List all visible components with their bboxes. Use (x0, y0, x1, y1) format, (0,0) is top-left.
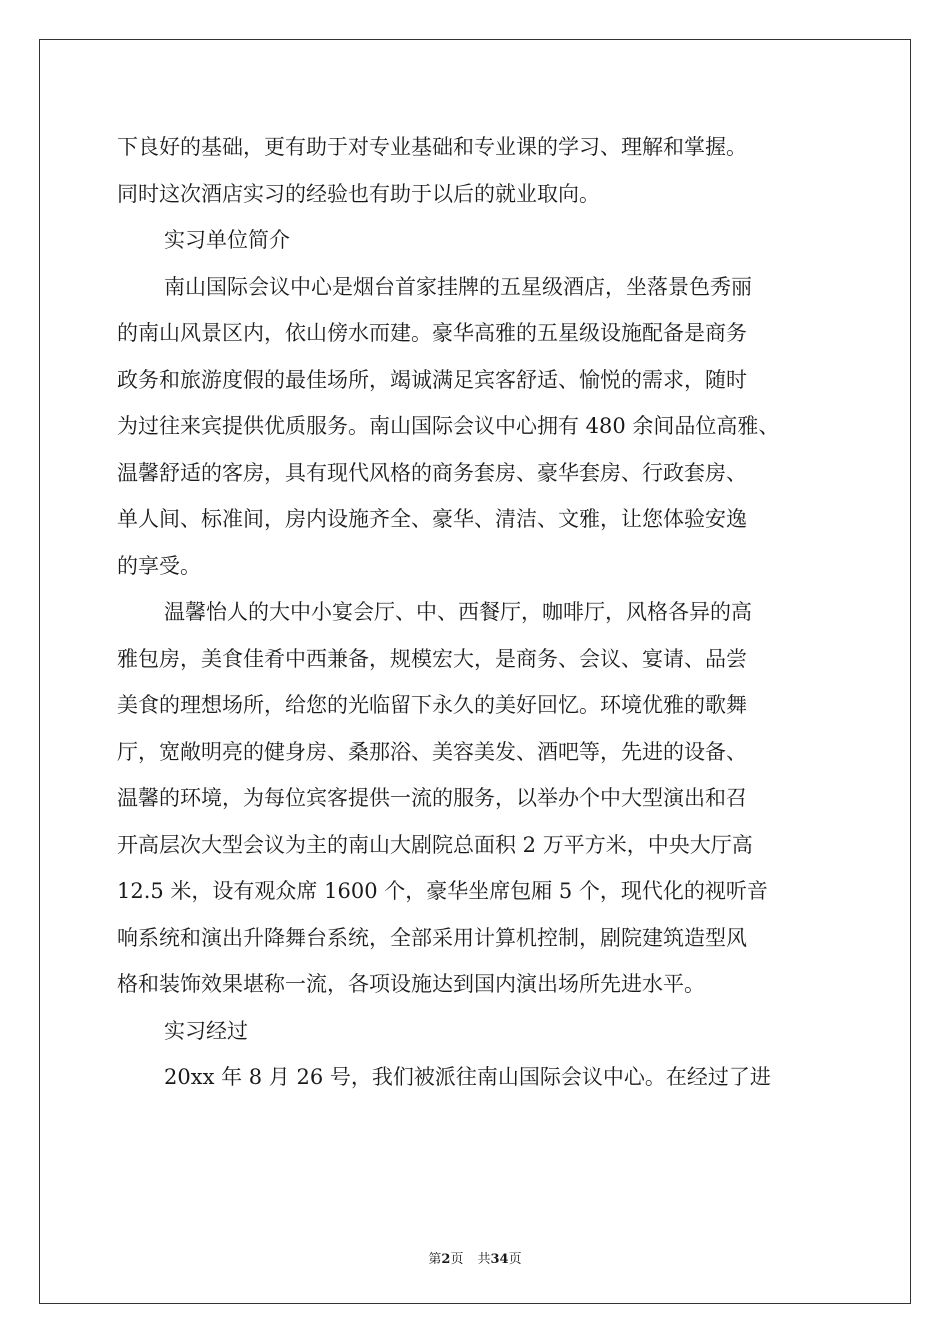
text-line: 20xx 年 8 月 26 号，我们被派往南山国际会议中心。在经过了进 (164, 1065, 771, 1089)
text-line: 美食的理想场所，给您的光临留下永久的美好回忆。环境优雅的歌舞 (117, 693, 747, 717)
page-footer (0, 1248, 950, 1267)
footer-total-prefix: 共 (477, 1252, 491, 1267)
footer-total-suffix: 页 (508, 1252, 522, 1267)
footer-page-number: 2 (441, 1252, 451, 1267)
text-line: 温馨舒适的客房，具有现代风格的商务套房、豪华套房、行政套房、 (117, 460, 747, 485)
text-line: 温馨的环境，为每位宾客提供一流的服务，以举办个中大型演出和召 (117, 786, 747, 810)
text-line: 雅包房，美食佳肴中西兼备，规模宏大，是商务、会议、宴请、品尝 (117, 646, 747, 671)
text-line: 12.5 米，设有观众席 1600 个，豪华坐席包厢 5 个，现代化的视听音 (117, 879, 768, 903)
text-line: 厅，宽敞明亮的健身房、桑那浴、美容美发、酒吧等，先进的设备、 (117, 739, 747, 764)
text-line: 实习经过 (164, 1018, 248, 1043)
text-line: 南山国际会议中心是烟台首家挂牌的五星级酒店，坐落景色秀丽 (164, 274, 752, 299)
text-line: 温馨怡人的大中小宴会厅、中、西餐厅，咖啡厅，风格各异的高 (164, 600, 752, 624)
document-body (117, 124, 847, 1101)
footer-page-suffix: 页 (450, 1252, 464, 1267)
text-line: 响系统和演出升降舞台系统，全部采用计算机控制，剧院建筑造型风 (117, 925, 747, 950)
text-line: 开高层次大型会议为主的南山大剧院总面积 2 万平方米，中央大厅高 (117, 832, 753, 857)
text-line: 政务和旅游度假的最佳场所，竭诚满足宾客舒适、愉悦的需求，随时 (117, 367, 747, 392)
text-line: 的南山风景区内，依山傍水而建。豪华高雅的五星级设施配备是商务 (117, 321, 747, 345)
footer-total-pages: 34 (490, 1252, 509, 1267)
text-line: 格和装饰效果堪称一流，各项设施达到国内演出场所先进水平。 (117, 972, 705, 996)
footer-page-prefix: 第 (428, 1252, 442, 1267)
text-line: 实习单位简介 (164, 228, 290, 252)
text-line: 下良好的基础，更有助于对专业基础和专业课的学习、理解和掌握。 (117, 135, 747, 159)
text-line: 单人间、标准间，房内设施齐全、豪华、清洁、文雅，让您体验安逸 (117, 507, 747, 531)
text-line: 为过往来宾提供优质服务。南山国际会议中心拥有 480 余间品位高雅、 (117, 414, 780, 438)
text-line: 同时这次酒店实习的经验也有助于以后的就业取向。 (117, 181, 600, 206)
text-line: 的享受。 (117, 553, 201, 578)
